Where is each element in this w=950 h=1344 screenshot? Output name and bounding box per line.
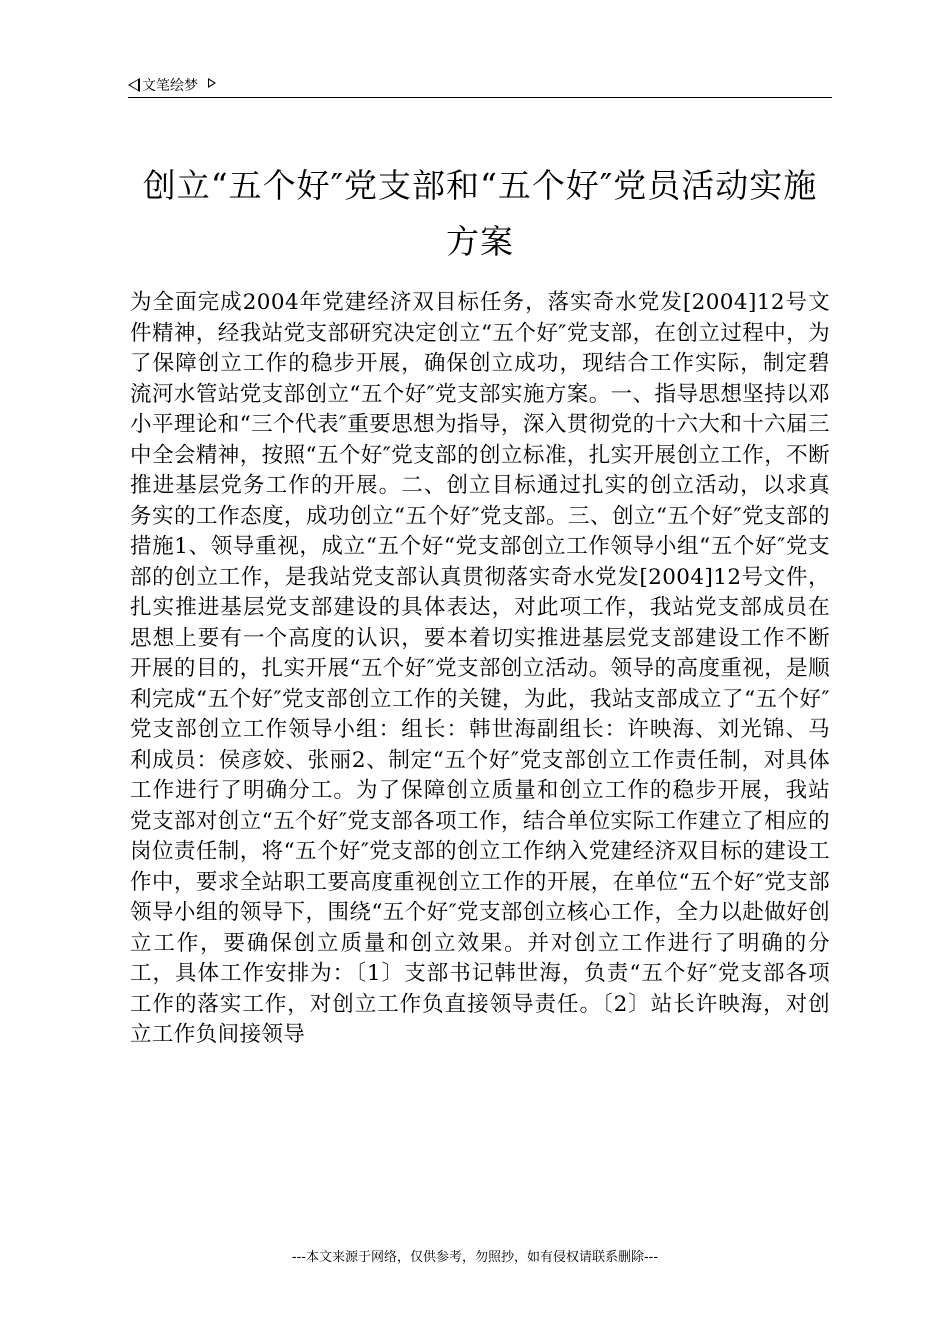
document-body: 为全面完成2004年党建经济双目标任务，落实奇水党发[2004]12号文件精神，经我站党支部研究决定创立“五个好″党支部，在创立过程中，为了保障创立工作的稳步开展，确保创立成功，现结合工作实际，制定碧流河水管站党支部创立“五个好″党支部实施方案。一、指导思想坚持以邓小平理论和“三个代表″重要思想为指导，深入贯彻党的十六大和十六届三中全会精神，按照“五个好″党支部的创立标准，扎实开展创立工作，不断推进基层党务工作的开展。二、创立目标通过扎实的创立活动，以求真务实的工作态度，成功创立“五个好″党支部。三、创立“五个好″党支部的措施1、领导重视，成立“五个好“党支部创立工作领导小组“五个好″党支部的创立工作，是我站党支部认真贯彻落实奇水党发[2004]12号文件，扎实推进基层党支部建设的具体表达，对此项工作，我站党支部成员在思想上要有一个高度的认识，要本着切实推进基层党支部建设工作不断开展的目的，扎实开展“五个好″党支部创立活动。领导的高度重视，是顺利完成“五个好″党支部创立工作的关键，为此，我站支部成立了“五个好″党支部创立工作领导小组：组长：韩世海副组长：许映海、刘光锦、马利成员：侯彦姣、张丽2、制定“五个好″党支部创立工作责任制，对具体工作进行了明确分工。为了保障创立质量和创立工作的稳步开展，我站党支部对创立“五个好″党支部各项工作，结合单位实际工作建立了相应的岗位责任制，将“五个好″党支部的创立工作纳入党建经济双目标的建设工作中，要求全站职工要高度重视创立工作的开展，在单位“五个好″党支部领导小组的领导下，围绕“五个好″党支部创立核心工作，全力以赴做好创立工作，要确保创立质量和创立效果。并对创立工作进行了明确的分工，具体工作安排为：〔1〕支部书记韩世海，负责“五个好″党支部各项工作的落实工作，对创立工作负直接领导责任。〔2〕站长许映海，对创立工作负间接领导 [130, 290, 830, 1047]
header-divider [128, 97, 832, 98]
header-brand-text: 文笔绘梦 [142, 78, 198, 94]
footer-disclaimer: ---本文来源于网络，仅供参考，勿照抄，如有侵权请联系删除--- [291, 1250, 659, 1265]
left-triangle-icon [128, 78, 140, 92]
right-triangle-icon [208, 78, 216, 88]
document-title: 创立“五个好″党支部和“五个好″党员活动实施方案 [142, 166, 818, 261]
page-header [128, 74, 832, 98]
